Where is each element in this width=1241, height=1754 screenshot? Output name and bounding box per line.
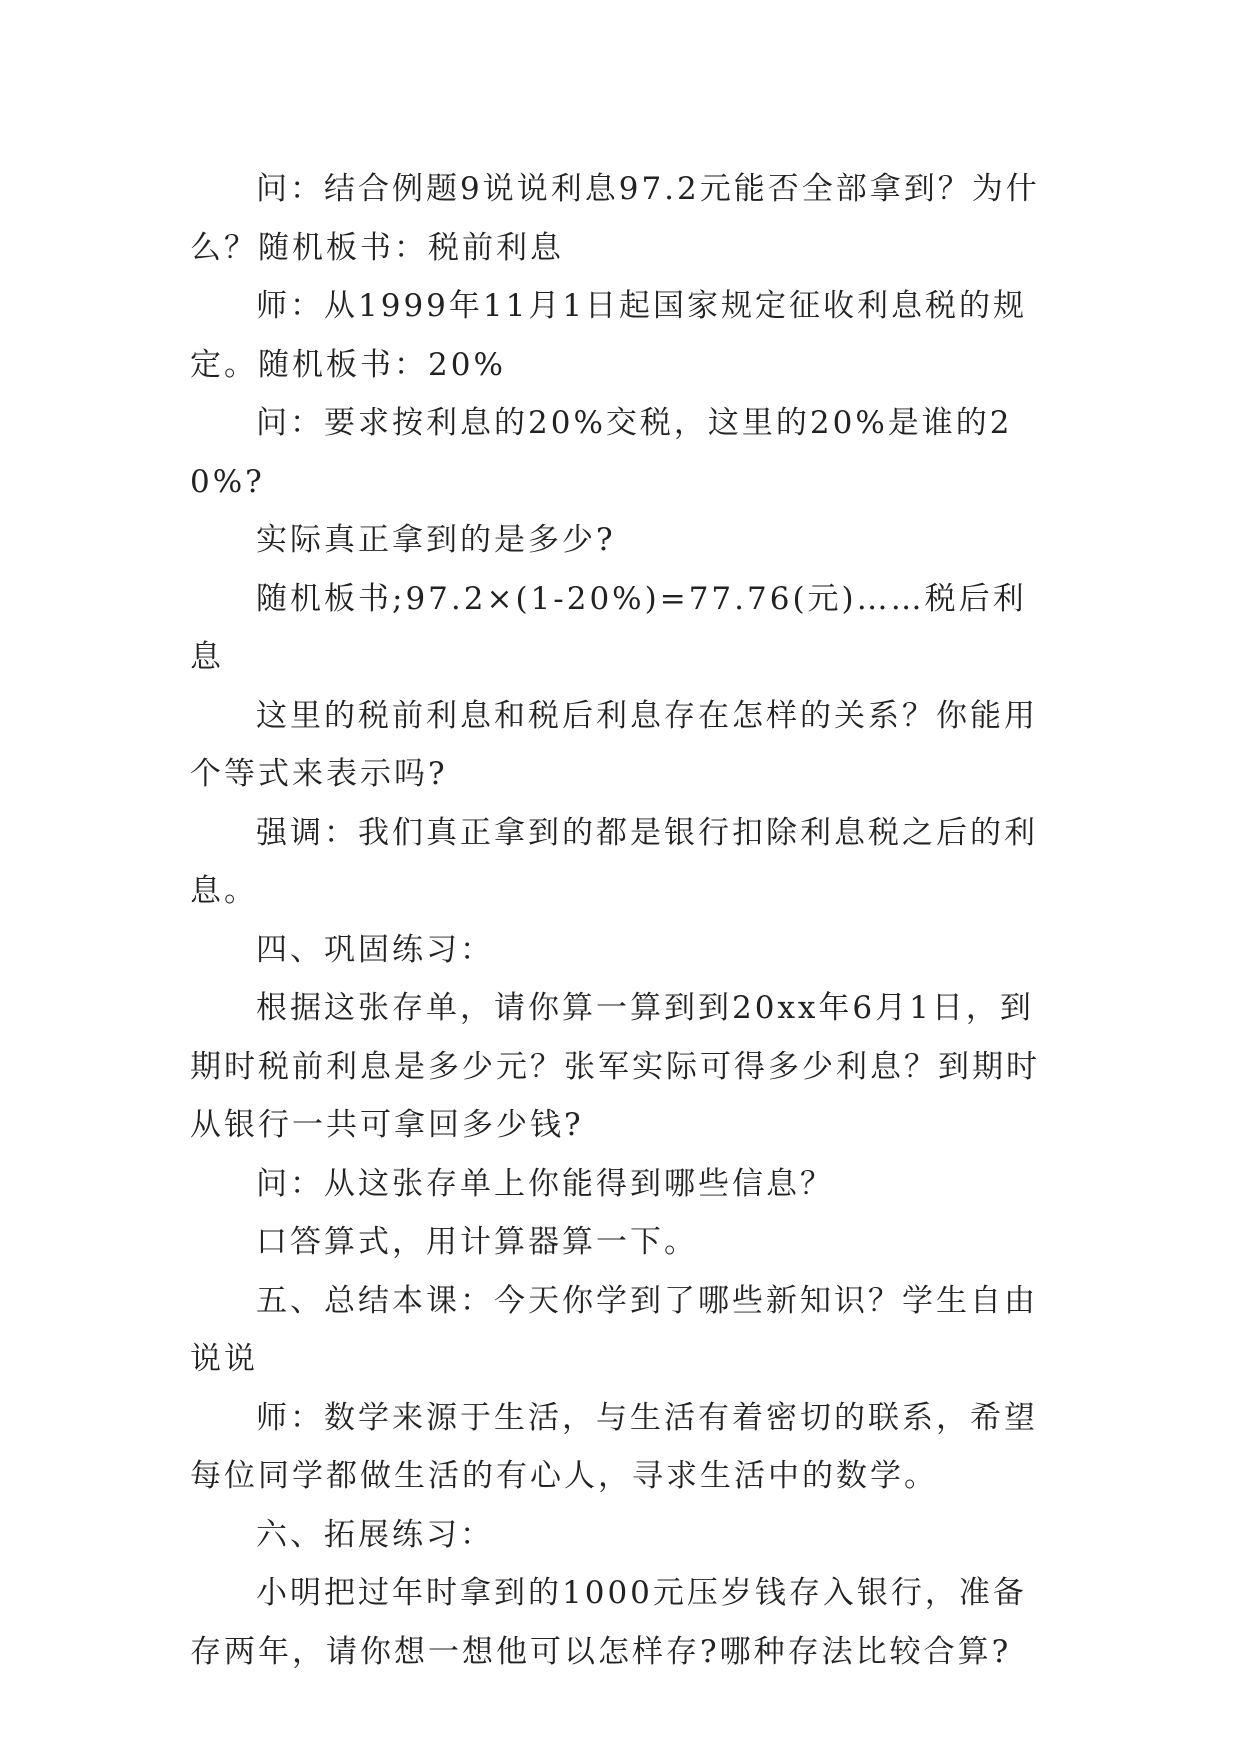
document-body xyxy=(190,160,1050,1681)
paragraph-relationship-question: 这里的税前利息和税后利息存在怎样的关系？你能用个等式来表示吗? xyxy=(190,697,1038,792)
paragraph-extension-problem: 小明把过年时拿到的1000元压岁钱存入银行，准备存两年，请你想一想他可以怎样存?哪种存法比较合算? xyxy=(190,1575,1027,1670)
paragraph-board-formula: 随机板书;97.2×(1-20%)=77.76(元)……税后利息 xyxy=(190,580,1027,675)
paragraph-deposit-problem: 根据这张存单，请你算一算到到20xx年6月1日，到期时税前利息是多少元？张军实际可得多少利息？到期时从银行一共可拿回多少钱? xyxy=(190,990,1040,1143)
paragraph-oral-answer: 口答算式，用计算器算一下。 xyxy=(256,1224,698,1260)
paragraph-emphasis: 强调：我们真正拿到的都是银行扣除利息税之后的利息。 xyxy=(190,814,1038,909)
paragraph-teacher-conclusion: 师：数学来源于生活，与生活有着密切的联系，希望每位同学都做生活的有心人，寻求生活中的数学。 xyxy=(190,1399,1038,1494)
section-heading-extension: 六、拓展练习： xyxy=(256,1516,494,1553)
paragraph-question-tax-rate: 问：要求按利息的20%交税，这里的20%是谁的20%? xyxy=(190,405,1013,500)
paragraph-question-interest: 问：结合例题9说说利息97.2元能否全部拿到？为什么？随机板书：税前利息 xyxy=(190,171,1040,266)
paragraph-actual-amount: 实际真正拿到的是多少? xyxy=(256,522,616,558)
section-heading-practice: 四、巩固练习： xyxy=(256,931,494,968)
section-heading-summary: 五、总结本课：今天你学到了哪些新知识？学生自由说说 xyxy=(190,1282,1038,1377)
paragraph-question-info: 问：从这张存单上你能得到哪些信息？ xyxy=(256,1165,834,1202)
paragraph-teacher-tax-rule: 师：从1999年11月1日起国家规定征收利息税的规定。随机板书：20% xyxy=(190,288,1028,383)
